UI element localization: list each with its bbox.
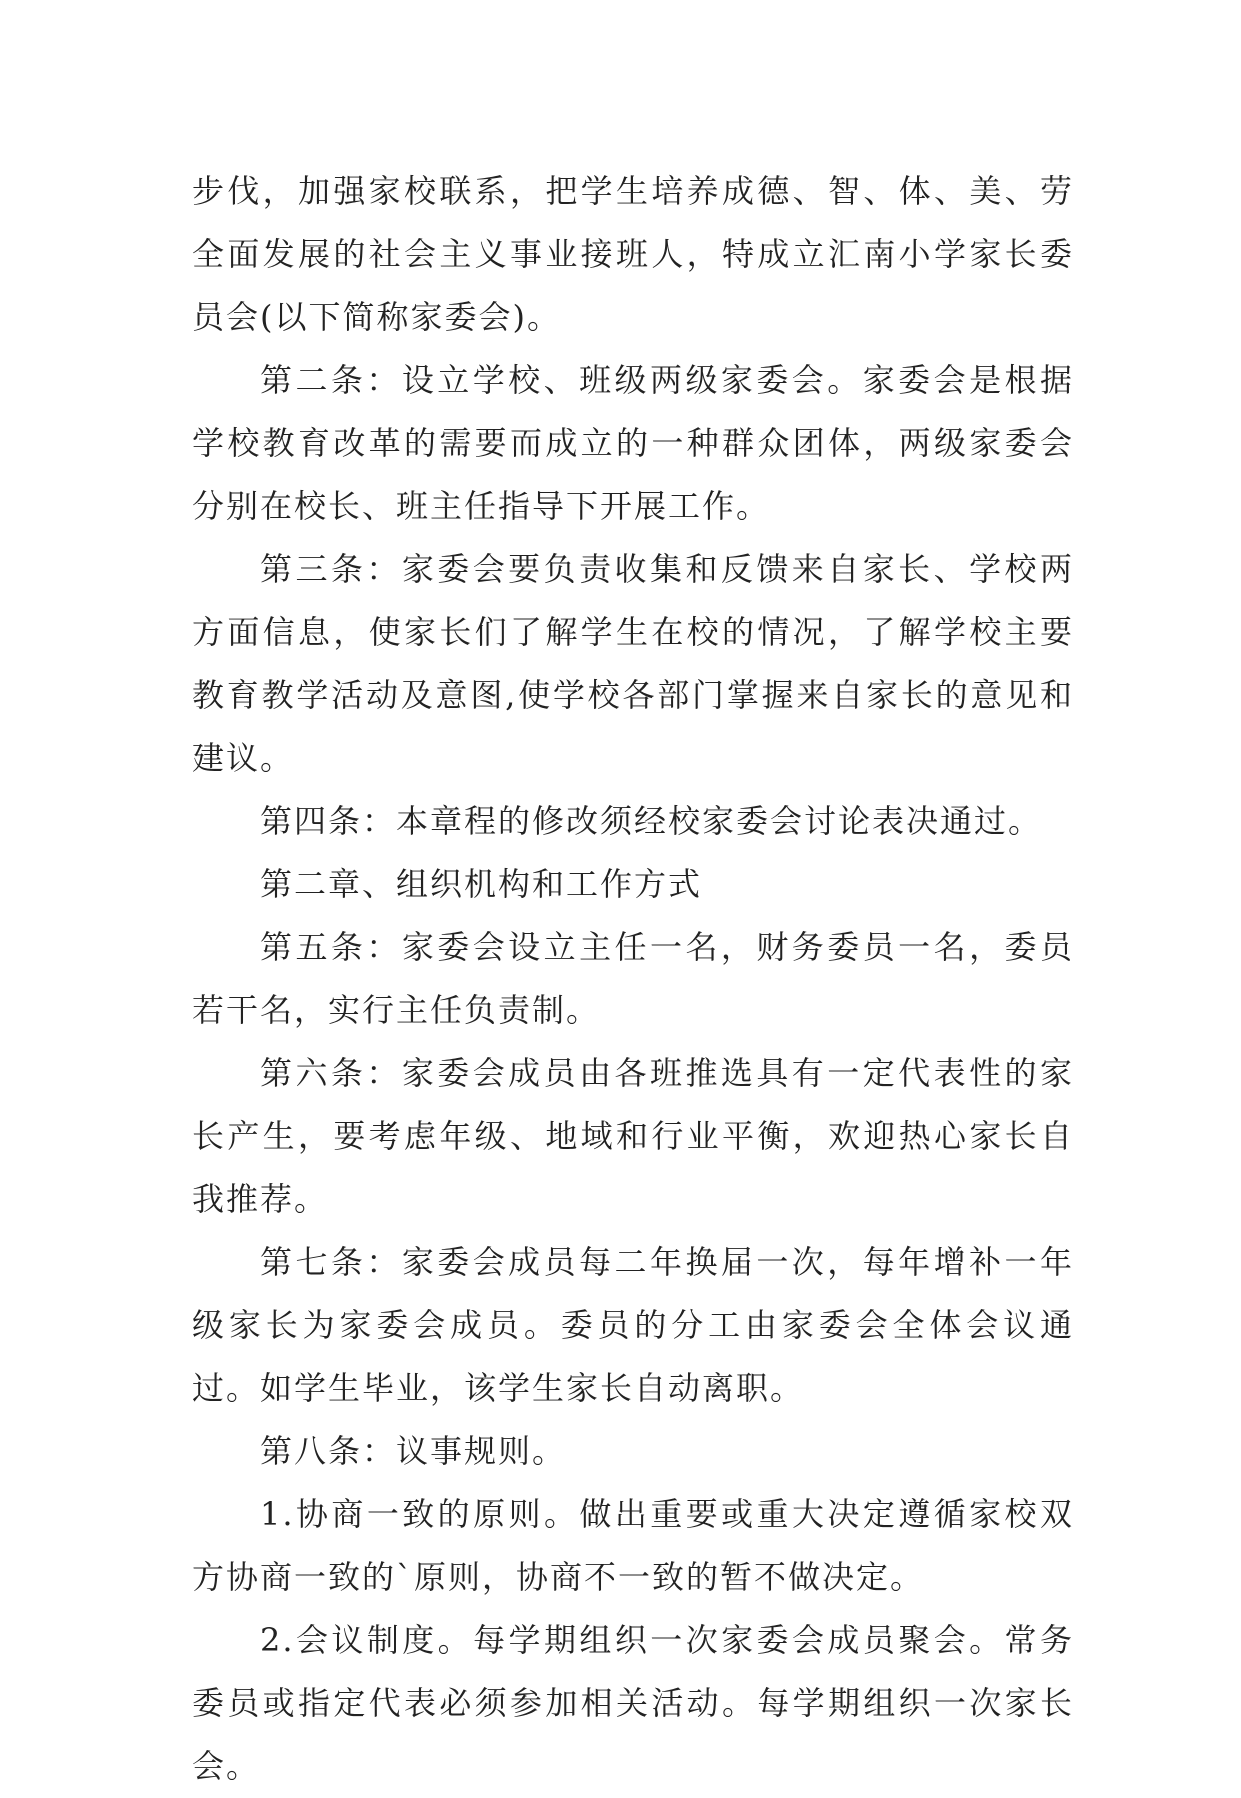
paragraph-article-4: 第四条：本章程的修改须经校家委会讨论表决通过。: [260, 802, 1043, 840]
chapter-heading-2: 第二章、组织机构和工作方式: [260, 865, 703, 903]
paragraph-article-7: 第七条：家委会成员每二年换届一次，每年增补一年级家长为家委会成员。委员的分工由家委会全体会议通过。如学生毕业，该学生家长自动离职。: [192, 1243, 1074, 1407]
paragraph-article-3: 第三条：家委会要负责收集和反馈来自家长、学校两方面信息，使家长们了解学生在校的情况，了解学校主要教育教学活动及意图,使学校各部门掌握来自家长的意见和建议。: [192, 550, 1074, 777]
paragraph-article-2: 第二条：设立学校、班级两级家委会。家委会是根据学校教育改革的需要而成立的一种群众团体，两级家委会分别在校长、班主任指导下开展工作。: [192, 361, 1074, 525]
paragraph-intro-continuation: 步伐，加强家校联系，把学生培养成德、智、体、美、劳全面发展的社会主义事业接班人，特成立汇南小学家长委员会(以下简称家委会)。: [192, 172, 1074, 336]
paragraph-article-6: 第六条：家委会成员由各班推选具有一定代表性的家长产生，要考虑年级、地域和行业平衡，欢迎热心家长自我推荐。: [192, 1054, 1074, 1218]
paragraph-article-5: 第五条：家委会设立主任一名，财务委员一名，委员若干名，实行主任负责制。: [192, 928, 1074, 1029]
paragraph-article-8: 第八条：议事规则。: [260, 1432, 567, 1470]
rule-item-2: 2.会议制度。每学期组织一次家委会成员聚会。常务委员或指定代表必须参加相关活动。每学期组织一次家长会。: [192, 1621, 1074, 1785]
rule-item-1: 1.协商一致的原则。做出重要或重大决定遵循家校双方协商一致的`原则，协商不一致的暂不做决定。: [192, 1495, 1074, 1596]
document-body: [192, 160, 1074, 1798]
